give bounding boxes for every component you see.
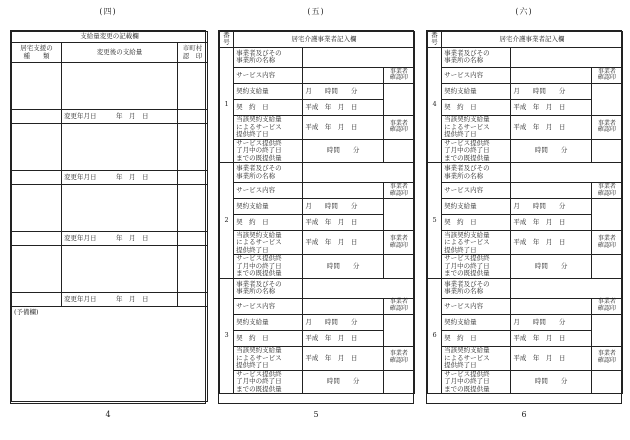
contract-amount-value[interactable]: 月 時間 分: [303, 314, 383, 330]
contract-amount-label: 契約支給量: [234, 83, 303, 99]
support-type-cell[interactable]: [12, 110, 62, 124]
service-end-date[interactable]: 平成 年 月 日: [303, 231, 383, 255]
provider-table: [426, 30, 622, 404]
entry-number: [220, 47, 234, 162]
new-amount-cell[interactable]: [62, 63, 178, 110]
provider-seal-label: 事業者 確認印: [591, 67, 622, 83]
provider-seal-cell[interactable]: [591, 199, 622, 231]
contract-amount-value[interactable]: 月 時間 分: [511, 83, 591, 99]
entry-number-text: 1: [224, 100, 229, 109]
municipal-seal-cell[interactable]: [178, 124, 208, 171]
service-end-date[interactable]: 平成 年 月 日: [303, 115, 383, 139]
municipal-seal-cell[interactable]: [178, 63, 208, 110]
service-end-date[interactable]: 平成 年 月 日: [511, 231, 591, 255]
entry-number: [428, 163, 442, 278]
entry-number-text: 5: [432, 215, 437, 224]
new-amount-cell[interactable]: [62, 246, 178, 293]
municipal-seal-cell[interactable]: [178, 293, 208, 307]
supplied-amount-label: サービス提供終 了月中の終了日 までの既提供量: [234, 370, 303, 393]
municipal-seal-cell[interactable]: [178, 110, 208, 124]
service-content-label: サービス内容: [442, 183, 511, 199]
contract-amount-label: 契約支給量: [442, 314, 511, 330]
contract-date-label: 契 約 日: [442, 215, 511, 231]
service-content-input[interactable]: [303, 298, 383, 314]
contract-date-value[interactable]: 平成 年 月 日: [303, 330, 383, 346]
section-number: (六): [515, 7, 533, 16]
service-end-label: 当該契約支給量 によるサービス 提供終了日: [442, 346, 511, 370]
support-type-cell[interactable]: [12, 63, 62, 110]
business-name-input[interactable]: [303, 163, 415, 183]
business-name-label: 事業者及びその 事業所の名称: [234, 278, 303, 298]
service-end-label: 当該契約支給量 によるサービス 提供終了日: [442, 231, 511, 255]
service-content-input[interactable]: [303, 67, 383, 83]
head-support-type: 居宅支援の 種 類: [12, 43, 62, 63]
provider-seal-label: 事業者 確認印: [383, 298, 414, 314]
business-name-label: 事業者及びその 事業所の名称: [442, 163, 511, 183]
supplied-amount-label: サービス提供終 了月中の終了日 までの既提供量: [442, 255, 511, 278]
reserve-label: (予備欄): [14, 308, 39, 316]
support-type-cell[interactable]: [12, 232, 62, 246]
contract-date-label: 契 約 日: [234, 215, 303, 231]
entry-number: [220, 278, 234, 393]
page-number: 4: [105, 410, 111, 419]
business-name-input[interactable]: [511, 47, 623, 67]
service-end-label: 当該契約支給量 によるサービス 提供終了日: [234, 231, 303, 255]
provider-table: [218, 30, 414, 404]
contract-date-label: 契 約 日: [234, 330, 303, 346]
change-date-cell: 変更年月日 年 月 日: [62, 293, 178, 307]
business-name-input[interactable]: [303, 278, 415, 298]
business-name-input[interactable]: [303, 47, 415, 67]
page-number: 6: [521, 410, 527, 419]
contract-amount-label: 契約支給量: [234, 199, 303, 215]
contract-amount-value[interactable]: 月 時間 分: [303, 199, 383, 215]
provider-seal-cell[interactable]: [591, 370, 622, 393]
service-content-label: サービス内容: [234, 298, 303, 314]
service-end-date[interactable]: 平成 年 月 日: [303, 346, 383, 370]
service-content-label: サービス内容: [234, 183, 303, 199]
provider-seal-label: 事業者 確認印: [383, 115, 414, 139]
new-amount-cell[interactable]: [62, 124, 178, 171]
contract-date-value[interactable]: 平成 年 月 日: [303, 215, 383, 231]
provider-seal-cell[interactable]: [383, 83, 414, 115]
contract-amount-value[interactable]: 月 時間 分: [303, 83, 383, 99]
contract-date-label: 契 約 日: [442, 99, 511, 115]
entry-number: [428, 278, 442, 393]
contract-date-value[interactable]: 平成 年 月 日: [303, 99, 383, 115]
supplied-amount-label: サービス提供終 了月中の終了日 までの既提供量: [234, 139, 303, 162]
service-content-input[interactable]: [511, 298, 591, 314]
number-header: 番号: [428, 32, 442, 48]
change-record-title: 支給量変更の記載欄: [12, 32, 208, 43]
supplied-amount-label: サービス提供終 了月中の終了日 までの既提供量: [234, 255, 303, 278]
change-date-cell: 変更年月日 年 月 日: [62, 232, 178, 246]
service-content-input[interactable]: [511, 183, 591, 199]
entry-number-text: 4: [432, 100, 437, 109]
provider-seal-label: 事業者 確認印: [383, 183, 414, 199]
contract-amount-value[interactable]: 月 時間 分: [511, 199, 591, 215]
supplied-amount-value[interactable]: 時間 分: [511, 370, 591, 393]
contract-date-value[interactable]: 平成 年 月 日: [511, 330, 591, 346]
business-name-label: 事業者及びその 事業所の名称: [234, 47, 303, 67]
entry-number-text: 6: [432, 331, 437, 340]
business-name-input[interactable]: [511, 163, 623, 183]
support-type-cell[interactable]: [12, 185, 62, 232]
business-name-input[interactable]: [511, 278, 623, 298]
provider-section-title: 居宅介護事業者記入欄: [234, 32, 415, 48]
service-end-label: 当該契約支給量 によるサービス 提供終了日: [442, 115, 511, 139]
contract-date-label: 契 約 日: [234, 99, 303, 115]
business-name-label: 事業者及びその 事業所の名称: [234, 163, 303, 183]
provider-seal-cell[interactable]: [591, 314, 622, 346]
page-number: 5: [313, 410, 319, 419]
contract-amount-label: 契約支給量: [442, 199, 511, 215]
section-number: (四): [99, 7, 117, 16]
contract-amount-label: 契約支給量: [234, 314, 303, 330]
provider-grid: [219, 31, 415, 394]
provider-seal-label: 事業者 確認印: [383, 346, 414, 370]
entry-number-text: 3: [224, 331, 229, 340]
provider-seal-cell[interactable]: [591, 255, 622, 278]
head-municipal-seal: 市町村 認 印: [178, 43, 208, 63]
provider-seal-label: 事業者 確認印: [591, 231, 622, 255]
support-type-cell[interactable]: [12, 293, 62, 307]
change-date-cell: 変更年月日 年 月 日: [62, 171, 178, 185]
service-end-date[interactable]: 平成 年 月 日: [511, 346, 591, 370]
support-type-cell[interactable]: [12, 171, 62, 185]
service-end-label: 当該契約支給量 によるサービス 提供終了日: [234, 115, 303, 139]
service-content-input[interactable]: [303, 183, 383, 199]
service-content-label: サービス内容: [234, 67, 303, 83]
provider-seal-label: 事業者 確認印: [591, 298, 622, 314]
provider-seal-cell[interactable]: [383, 139, 414, 162]
service-end-date[interactable]: 平成 年 月 日: [511, 115, 591, 139]
provider-seal-cell[interactable]: [383, 255, 414, 278]
provider-seal-label: 事業者 確認印: [591, 183, 622, 199]
contract-date-value[interactable]: 平成 年 月 日: [511, 215, 591, 231]
entry-number: [220, 163, 234, 278]
reserve-area[interactable]: [12, 307, 208, 402]
change-date-cell: 変更年月日 年 月 日: [62, 110, 178, 124]
provider-seal-cell[interactable]: [591, 139, 622, 162]
provider-section-title: 居宅介護事業者記入欄: [442, 32, 623, 48]
supplied-amount-value[interactable]: 時間 分: [511, 139, 591, 162]
supplied-amount-value[interactable]: 時間 分: [303, 370, 383, 393]
service-end-label: 当該契約支給量 によるサービス 提供終了日: [234, 346, 303, 370]
provider-seal-label: 事業者 確認印: [591, 115, 622, 139]
section-number: (五): [307, 7, 325, 16]
entry-number: [428, 47, 442, 162]
support-type-cell[interactable]: [12, 246, 62, 293]
provider-seal-cell[interactable]: [591, 83, 622, 115]
new-amount-cell[interactable]: [62, 185, 178, 232]
municipal-seal-cell[interactable]: [178, 185, 208, 232]
contract-amount-value[interactable]: 月 時間 分: [511, 314, 591, 330]
supplied-amount-value[interactable]: 時間 分: [303, 255, 383, 278]
municipal-seal-cell[interactable]: [178, 246, 208, 293]
supplied-amount-value[interactable]: 時間 分: [303, 139, 383, 162]
contract-date-value[interactable]: 平成 年 月 日: [511, 99, 591, 115]
service-content-input[interactable]: [511, 67, 591, 83]
provider-seal-label: 事業者 確認印: [383, 67, 414, 83]
service-content-label: サービス内容: [442, 67, 511, 83]
entry-number-text: 2: [224, 215, 229, 224]
change-record-table: [10, 30, 206, 404]
provider-seal-label: 事業者 確認印: [383, 231, 414, 255]
change-record-grid: [11, 31, 208, 402]
municipal-seal-cell[interactable]: [178, 171, 208, 185]
supplied-amount-label: サービス提供終 了月中の終了日 までの既提供量: [442, 139, 511, 162]
contract-amount-label: 契約支給量: [442, 83, 511, 99]
municipal-seal-cell[interactable]: [178, 232, 208, 246]
provider-grid: [427, 31, 623, 394]
number-header: 番号: [220, 32, 234, 48]
panel-provider-entries-2: [426, 0, 622, 440]
provider-seal-label: 事業者 確認印: [591, 346, 622, 370]
business-name-label: 事業者及びその 事業所の名称: [442, 47, 511, 67]
support-type-cell[interactable]: [12, 124, 62, 171]
head-new-amount: 変更後の支給量: [62, 43, 178, 63]
contract-date-label: 契 約 日: [442, 330, 511, 346]
supplied-amount-value[interactable]: 時間 分: [511, 255, 591, 278]
panel-change-record: [10, 0, 206, 440]
supplied-amount-label: サービス提供終 了月中の終了日 までの既提供量: [442, 370, 511, 393]
service-content-label: サービス内容: [442, 298, 511, 314]
provider-seal-cell[interactable]: [383, 370, 414, 393]
provider-seal-cell[interactable]: [383, 314, 414, 346]
panel-provider-entries-1: [218, 0, 414, 440]
provider-seal-cell[interactable]: [383, 199, 414, 231]
business-name-label: 事業者及びその 事業所の名称: [442, 278, 511, 298]
